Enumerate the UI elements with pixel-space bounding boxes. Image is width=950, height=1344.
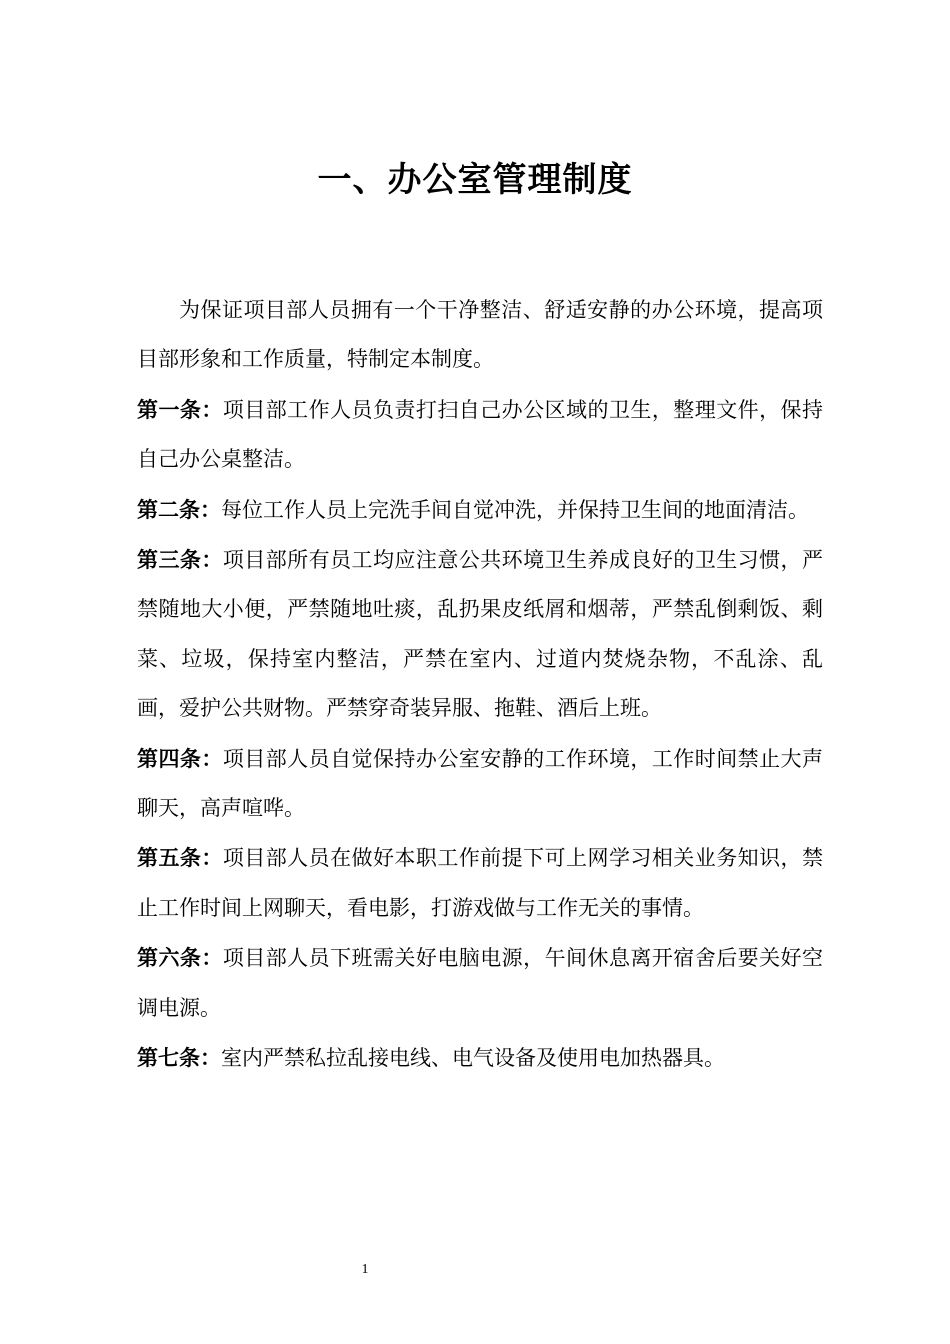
article-6 bbox=[137, 934, 823, 1033]
article-5 bbox=[137, 834, 823, 933]
article-1 bbox=[137, 386, 823, 485]
article-label: 第三条： bbox=[137, 548, 223, 573]
article-4 bbox=[137, 735, 823, 834]
intro-paragraph: 为保证项目部人员拥有一个干净整洁、舒适安静的办公环境，提高项目部形象和工作质量，特制定本制度。 bbox=[137, 298, 823, 372]
article-label: 第七条： bbox=[137, 1046, 221, 1071]
article-text: 项目部所有员工均应注意公共环境卫生养成良好的卫生习惯，严禁随地大小便，严禁随地吐痰，乱扔果皮纸屑和烟蒂，严禁乱倒剩饭、剩菜、垃圾，保持室内整洁，严禁在室内、过道内焚烧杂物，不乱涂、乱画，爱护公共财物。严禁穿奇装异服、拖鞋、酒后上班。 bbox=[137, 548, 824, 721]
article-label: 第四条： bbox=[137, 746, 223, 771]
article-text: 项目部人员自觉保持办公室安静的工作环境，工作时间禁止大声聊天，高声喧哗。 bbox=[137, 746, 824, 821]
article-3 bbox=[137, 536, 823, 734]
article-label: 第一条： bbox=[137, 397, 223, 422]
article-text: 项目部人员在做好本职工作前提下可上网学习相关业务知识，禁止工作时间上网聊天，看电影，打游戏做与工作无关的事情。 bbox=[137, 846, 824, 920]
document-body bbox=[137, 286, 823, 1085]
article-label: 第五条： bbox=[137, 846, 223, 871]
document-title: 一、办公室管理制度 bbox=[317, 160, 633, 200]
article-text: 室内严禁私拉乱接电线、电气设备及使用电加热器具。 bbox=[221, 1046, 725, 1071]
article-text: 项目部工作人员负责打扫自己办公区域的卫生，整理文件，保持自己办公桌整洁。 bbox=[137, 397, 824, 472]
article-text: 每位工作人员上完洗手间自觉冲洗，并保持卫生间的地面清洁。 bbox=[221, 497, 809, 522]
article-text: 项目部人员下班需关好电脑电源，午间休息离开宿舍后要关好空调电源。 bbox=[137, 946, 824, 1020]
article-2 bbox=[137, 486, 823, 535]
article-7 bbox=[137, 1034, 823, 1083]
article-label: 第六条： bbox=[137, 946, 223, 971]
article-label: 第二条： bbox=[137, 497, 221, 522]
page-number: 1 bbox=[361, 1262, 369, 1277]
